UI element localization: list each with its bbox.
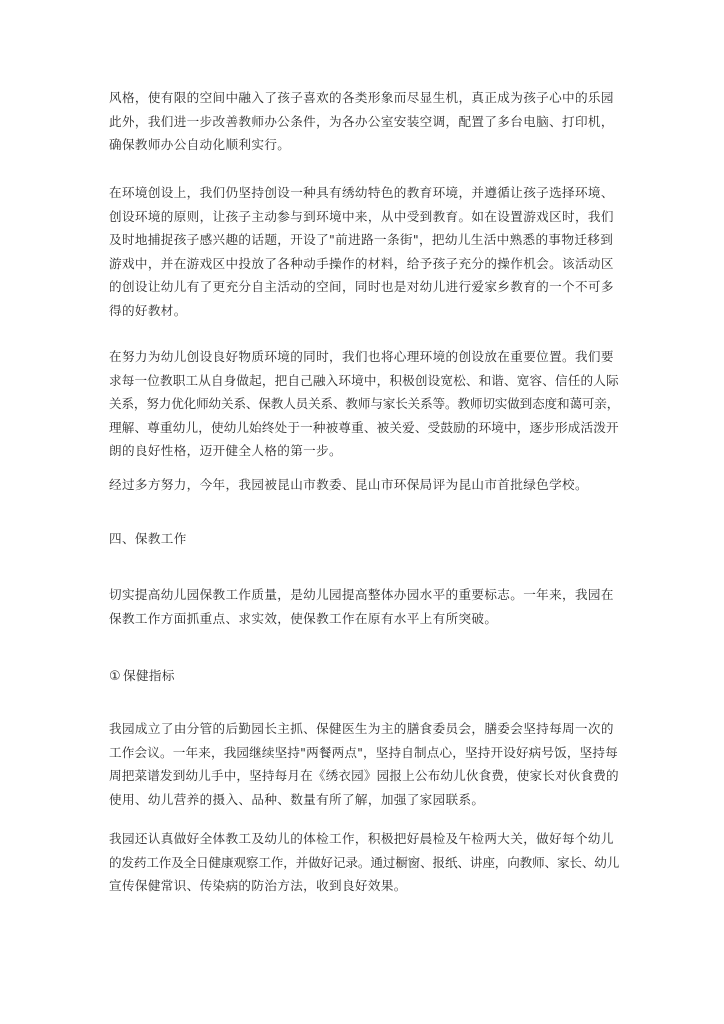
text-line: 及时地捕捉孩子感兴趣的话题，开设了"前进路一条街"，把幼儿生活中熟悉的事物迁移到 [109, 232, 614, 248]
text-line: 游戏中，并在游戏区中投放了各种动手操作的材料，给予孩子充分的操作机会。该活动区 [109, 255, 614, 271]
text-line: 我园还认真做好全体教工及幼儿的体检工作，积极把好晨检及午检两大关，做好每个幼儿 [109, 831, 614, 846]
paragraph-green-school [109, 473, 619, 497]
text-line: 切实提高幼儿园保教工作质量，是幼儿园提高整体办园水平的重要标志。一年来，我园在 [109, 587, 614, 602]
text-line: 在努力为幼儿创设良好物质环境的同时，我们也将心理环境的创设放在重要位置。我们要 [109, 349, 614, 364]
text-line: 在环境创设上，我们仍坚持创设一种具有绣幼特色的教育环境，并遵循让孩子选择环境、 [109, 185, 614, 200]
text-line: 此外，我们进一步改善教师办公条件，为各办公室安装空调，配置了多台电脑、打印机， [109, 113, 614, 129]
text-line: 工作会议。一年来，我园继续坚持"两餐两点"，坚持自制点心，坚持开设好病号饭，坚持每 [109, 744, 618, 760]
paragraph-diet-committee [109, 717, 619, 811]
text-line: 我园成立了由分管的后勤园长主抓、保健医生为主的膳食委员会，膳委会坚持每周一次的 [109, 721, 614, 736]
section-heading: 四、保教工作 [109, 531, 187, 546]
text-line: 得的好教材。 [109, 302, 187, 318]
paragraph-health-checkup [109, 827, 619, 898]
sub-heading [109, 664, 175, 689]
text-line: 创设环境的原则，让孩子主动参与到环境中来，从中受到教育。如在设置游戏区时，我们 [109, 208, 614, 224]
text-line: 使用、幼儿营养的摄入、品种、数量有所了解，加强了家园联系。 [109, 791, 485, 807]
text-line: 理解、尊重幼儿，使幼儿始终处于一种被尊重、被关爱、受鼓励的环境中，逐步形成活泼开 [109, 419, 619, 435]
paragraph-environment-creation [109, 181, 619, 323]
text-line: 的发药工作及全日健康观察工作，并做好记录。通过橱窗、报纸、讲座，向教师、家长、幼儿 [109, 854, 619, 870]
text-line: 的创设让幼儿有了更充分自主活动的空间，同时也是对幼儿进行爱家乡教育的一个不可多 [109, 279, 614, 295]
text-line: 确保教师办公自动化顺利实行。 [109, 137, 291, 153]
text-line: 保教工作方面抓重点、求实效，使保教工作在原有水平上有所突破。 [109, 610, 498, 626]
circled-number-marker: ① [109, 669, 122, 684]
text-line: 经过多方努力，今年，我园被昆山市教委、昆山市环保局评为昆山市首批绿色学校。 [109, 477, 588, 492]
paragraph-care-education-quality [109, 583, 619, 630]
text-line: 宣传保健常识、传染病的防治方法，收到良好效果。 [109, 878, 407, 894]
text-line: 求每一位教职工从自身做起，把自己融入环境中，积极创设宽松、和谐、宽容、信任的人际 [109, 372, 619, 388]
text-line: 风格，使有限的空间中融入了孩子喜欢的各类形象而尽显生机，真正成为孩子心中的乐园 [109, 90, 614, 105]
text-line: 周把菜谱发到幼儿手中，坚持每月在《绣衣园》园报上公布幼儿伙食费，使家长对伙食费的 [109, 768, 619, 784]
text-line: 朗的良好性格，迈开健全人格的第一步。 [109, 443, 342, 459]
text-line: 关系，努力优化师幼关系、保教人员关系、教师与家长关系等。教师切实做到态度和蔼可亲， [109, 396, 619, 412]
paragraph-psychological-environment [109, 345, 619, 463]
sub-heading-text: 保健指标 [123, 668, 175, 683]
paragraph-environment-style [109, 86, 619, 157]
